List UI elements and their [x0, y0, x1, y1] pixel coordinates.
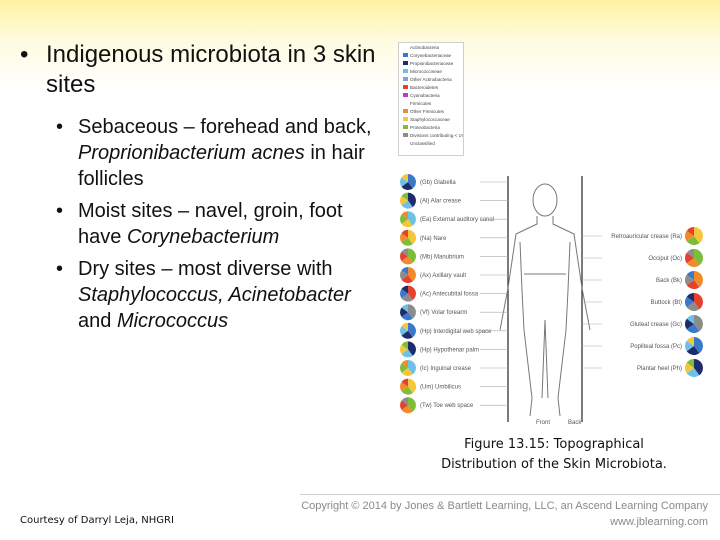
- species-name: Proprionibacterium acnes: [78, 142, 305, 164]
- text-run: Moist sites – navel, groin, foot have: [78, 200, 343, 248]
- back-site-label: Buttock (Bt): [650, 300, 682, 306]
- text-run: and: [78, 310, 117, 332]
- front-site-label: (Vf) Volar forearm: [420, 310, 468, 317]
- text-run: Dry sites – most diverse with: [78, 258, 333, 280]
- text-run: Sebaceous – forehead and back,: [78, 116, 372, 138]
- legend-label: Micrococcineae: [410, 69, 442, 74]
- back-label: Back: [568, 420, 582, 426]
- sub-bullet-text: [78, 114, 380, 192]
- body-silhouette: [500, 176, 590, 422]
- footer-divider: [300, 494, 720, 495]
- legend-swatch: [403, 109, 408, 113]
- caption-line-2: Distribution of the Skin Microbiota.: [441, 457, 667, 472]
- legend-label: Proteobacteria: [410, 125, 440, 130]
- front-site-label: (Um) Umbilicus: [420, 384, 461, 391]
- legend-swatch: [403, 69, 408, 73]
- figure-caption: [400, 435, 708, 475]
- bullet-dot: •: [56, 200, 64, 222]
- bullet-dot: •: [56, 116, 64, 138]
- sub-bullet-sebaceous: [56, 114, 380, 192]
- front-site-list: [400, 174, 508, 413]
- back-site-label: Gluteal crease (Gc): [629, 322, 682, 328]
- legend-label: Other Actinobacteria: [410, 77, 452, 82]
- front-site-label: (Ea) External auditory canal: [420, 217, 495, 224]
- copyright-notice: [301, 498, 708, 530]
- bullet-list: [20, 40, 380, 334]
- legend-label: Staphylococcaceae: [410, 117, 450, 122]
- front-label: Front: [536, 420, 551, 426]
- back-site-label: Retroauricular crease (Ra): [611, 234, 682, 240]
- back-site-label: Plantar heel (Ph): [636, 366, 682, 372]
- back-site-list: [582, 227, 703, 377]
- body-diagram-graphic: [396, 170, 708, 428]
- back-site-label: Popliteal fossa (Pc): [630, 344, 682, 350]
- bullet-dot: •: [56, 258, 64, 280]
- bullet-main-text: Indigenous microbiota in 3 skin sites: [46, 41, 376, 98]
- legend-swatch: [403, 61, 408, 65]
- legend-swatch: [403, 93, 408, 97]
- legend-swatch: [403, 133, 408, 137]
- bullet-dot: •: [20, 41, 29, 68]
- back-site-label: Occiput (Oc): [648, 256, 682, 262]
- sub-bullet-dry: [56, 256, 380, 334]
- legend-label: Actinobacteria: [410, 45, 440, 50]
- front-site-label: (Hp) Hypothenar palm: [420, 347, 480, 354]
- copyright-line-1: Copyright © 2014 by Jones & Bartlett Learning, LLC, an Ascend Learning Company: [301, 500, 708, 512]
- front-site-label: (Tw) Toe web space: [420, 403, 474, 410]
- sub-bullet-text: [78, 256, 380, 334]
- legend-graphic: [399, 43, 463, 155]
- front-site-label: (Ax) Axillary vault: [420, 273, 467, 279]
- legend-swatch: [403, 125, 408, 129]
- body-diagram: [396, 170, 708, 428]
- front-site-label: (Gb) Glabella: [420, 180, 456, 186]
- legend-label: Firmicutes: [410, 101, 432, 106]
- legend-label: Propionibacteriaceae: [410, 61, 454, 66]
- front-site-label: (Ac) Antecubital fossa: [420, 291, 479, 298]
- legend-swatch: [403, 117, 408, 121]
- species-name: Corynebacterium: [126, 226, 280, 248]
- species-name: Staphylococcus, Acinetobacter: [78, 284, 351, 306]
- bullet-main: [20, 40, 380, 100]
- figure-legend: [398, 42, 464, 156]
- front-site-label: (Ic) Inguinal crease: [420, 366, 472, 372]
- legend-label: Cyanobacteria: [410, 93, 440, 98]
- legend-label: Unclassified: [410, 141, 435, 146]
- front-site-label: (Hp) Interdigital web space: [420, 328, 492, 335]
- legend-label: Corynebacteriaceae: [410, 53, 452, 58]
- front-site-label: (Mb) Manubrium: [420, 254, 465, 261]
- front-site-label: (Al) Alar crease: [420, 198, 462, 205]
- copyright-line-2: www.jblearning.com: [610, 516, 708, 528]
- back-site-label: Back (Bk): [655, 278, 682, 284]
- text-run: in hair follicles: [78, 142, 365, 190]
- sub-bullet-moist: [56, 198, 380, 250]
- legend-label: Bacteroidetes: [410, 85, 439, 90]
- legend-label: Other Firmicutes: [410, 109, 444, 114]
- legend-label: Divisions contributing < 1%: [410, 133, 463, 138]
- legend-swatch: [403, 85, 408, 89]
- sub-bullet-text: [78, 198, 380, 250]
- caption-line-1: Figure 13.15: Topographical: [464, 437, 644, 452]
- legend-swatch: [403, 77, 408, 81]
- legend-swatch: [403, 53, 408, 57]
- image-credit: Courtesy of Darryl Leja, NHGRI: [20, 515, 174, 526]
- front-site-label: (Na) Nare: [420, 235, 447, 242]
- species-name: Micrococcus: [116, 310, 229, 332]
